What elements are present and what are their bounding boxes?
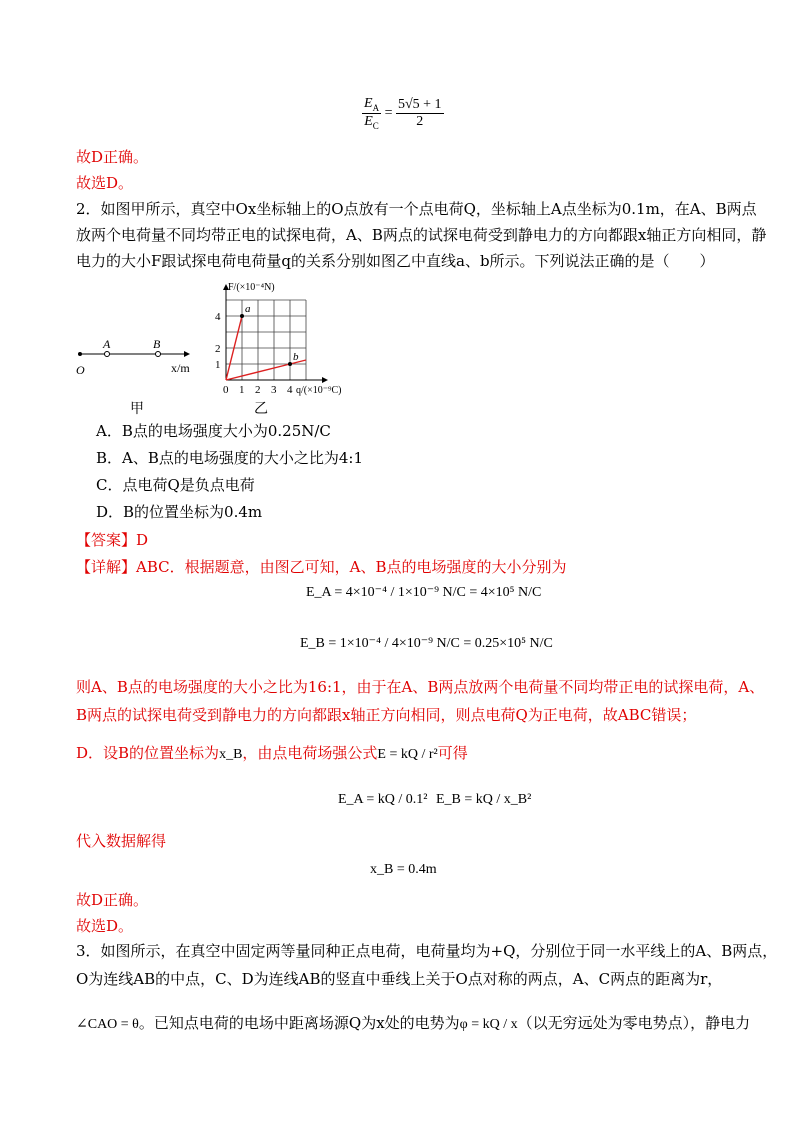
formula-eb2: E_B = kQ / x_B²: [436, 792, 532, 807]
choose-d-2: 故选D。: [76, 917, 134, 935]
caption-yi: 乙: [254, 401, 268, 417]
series-label-a: a: [245, 303, 251, 315]
x-tick-label: 2: [255, 384, 261, 396]
jia-point-a: [105, 352, 110, 357]
figure-yi-chart: [210, 272, 370, 397]
formula-ea-num: E: [364, 96, 373, 111]
y-tick-label: 1: [215, 359, 221, 371]
formula-ea: E_A = 4×10⁻⁴ / 1×10⁻⁹ N/C = 4×10⁵ N/C: [306, 585, 542, 600]
jia-point-b: [156, 352, 161, 357]
explain-line-1: 【详解】ABC．根据题意，由图乙可知，A、B点的电场强度的大小分别为: [76, 558, 567, 576]
d-correct-2: 故D正确。: [76, 891, 149, 909]
explain-line-2: 则A、B点的电场强度的大小之比为16:1，由于在A、B两点放两个电荷量不同均带正电的试探电荷，A、: [76, 678, 765, 696]
var-xb: x_B: [219, 747, 243, 762]
series-line-b: [226, 360, 306, 380]
q2-line1: 2．如图甲所示，真空中Ox坐标轴上的O点放有一个点电荷Q，坐标轴上A点坐标为0.1m，在A、B两点: [76, 200, 757, 218]
q2-line2: 放两个电荷量不同均带正电的试探电荷，A、B两点的试探电荷受到静电力的方向都跟x轴正方向相同，静: [76, 226, 767, 244]
answer-line: 【答案】D: [76, 531, 149, 549]
angle-formula: ∠CAO = θ: [76, 1017, 139, 1032]
option-d: D．B的位置坐标为0.4m: [96, 503, 263, 521]
phi-formula: φ = kQ / x: [459, 1017, 518, 1032]
sub-c: C: [372, 120, 379, 131]
formula-rhs-num: 5√5 + 1: [397, 96, 442, 112]
formula-rhs-den: 2: [416, 113, 424, 129]
x-tick-label: 4: [287, 384, 293, 396]
formula-eb: E_B = 1×10⁻⁴ / 4×10⁻⁹ N/C = 0.25×10⁵ N/C: [300, 636, 553, 651]
y-axis-label: F/(×10⁻⁴N): [228, 282, 275, 293]
formula-ea2: E_A = kQ / 0.1²: [338, 792, 428, 807]
jia-label-b: B: [153, 337, 161, 351]
x-tick-label: 0: [223, 384, 229, 396]
q3-line1: 3．如图所示，在真空中固定两等量同种正点电荷，电荷量均为+Q，分别位于同一水平线上的A、B两点，: [76, 942, 778, 960]
sub-a: A: [372, 102, 380, 113]
jia-label-o: O: [76, 363, 85, 377]
q2-line3: 电力的大小F跟试探电荷电荷量q的关系分别如图乙中直线a、b所示。下列说法正确的是（ ）: [76, 252, 715, 270]
x-axis-arrow: [322, 377, 328, 383]
x-tick-label: 3: [271, 384, 277, 396]
substitute-line: 代入数据解得: [76, 832, 167, 850]
explain-line-4: [76, 742, 468, 766]
option-b: B．A、B点的电场强度的大小之比为4:1: [96, 449, 364, 467]
series-point-b: [288, 362, 292, 366]
explain-4c: 可得: [437, 744, 468, 762]
explain-line-3: B两点的试探电荷受到静电力的方向都跟x轴正方向相同，则点电荷Q为正电荷，故ABC错误；: [76, 706, 697, 724]
q3-line2: O为连线AB的中点，C、D为连线AB的竖直中垂线上关于O点对称的两点，A、C两点的距离为r，: [76, 970, 723, 988]
q3-line3a: 。已知点电荷的电场中距离场源Q为x处的电势为: [138, 1014, 460, 1032]
figure-jia: [76, 330, 196, 380]
y-tick-label: 2: [215, 343, 221, 355]
top-formula: $\frac{E_A}{E_C}$ = $\frac{5√5 + 1}{2}$: [364, 96, 442, 131]
q3-line3b: （以无穷远处为零电势点），静电力: [517, 1014, 751, 1032]
option-a: A．B点的电场强度大小为0.25N/C: [96, 422, 331, 440]
formula-ec-den: E: [364, 113, 373, 129]
x-axis-label: q/(×10⁻⁹C): [296, 385, 342, 396]
q3-line3: [76, 1012, 750, 1036]
y-tick-label: 4: [215, 311, 221, 323]
series-point-a: [240, 314, 244, 318]
choose-d-1: 故选D。: [76, 174, 134, 192]
x-tick-label: 1: [239, 384, 245, 396]
formula-xb: x_B = 0.4m: [370, 862, 437, 877]
jia-label-a: A: [103, 337, 111, 351]
explain-4a: D．设B的位置坐标为: [76, 744, 220, 762]
jia-point-o: [78, 352, 82, 356]
caption-jia: 甲: [130, 401, 144, 417]
explain-4b: ，由点电荷场强公式: [242, 744, 378, 762]
series-label-b: b: [293, 351, 299, 363]
option-c: C．点电荷Q是负点电荷: [96, 476, 255, 494]
d-correct-1: 故D正确。: [76, 148, 149, 166]
formula-e: E = kQ / r²: [377, 747, 438, 762]
jia-label-axis: x/m: [171, 361, 190, 375]
jia-arrow: [184, 351, 190, 357]
